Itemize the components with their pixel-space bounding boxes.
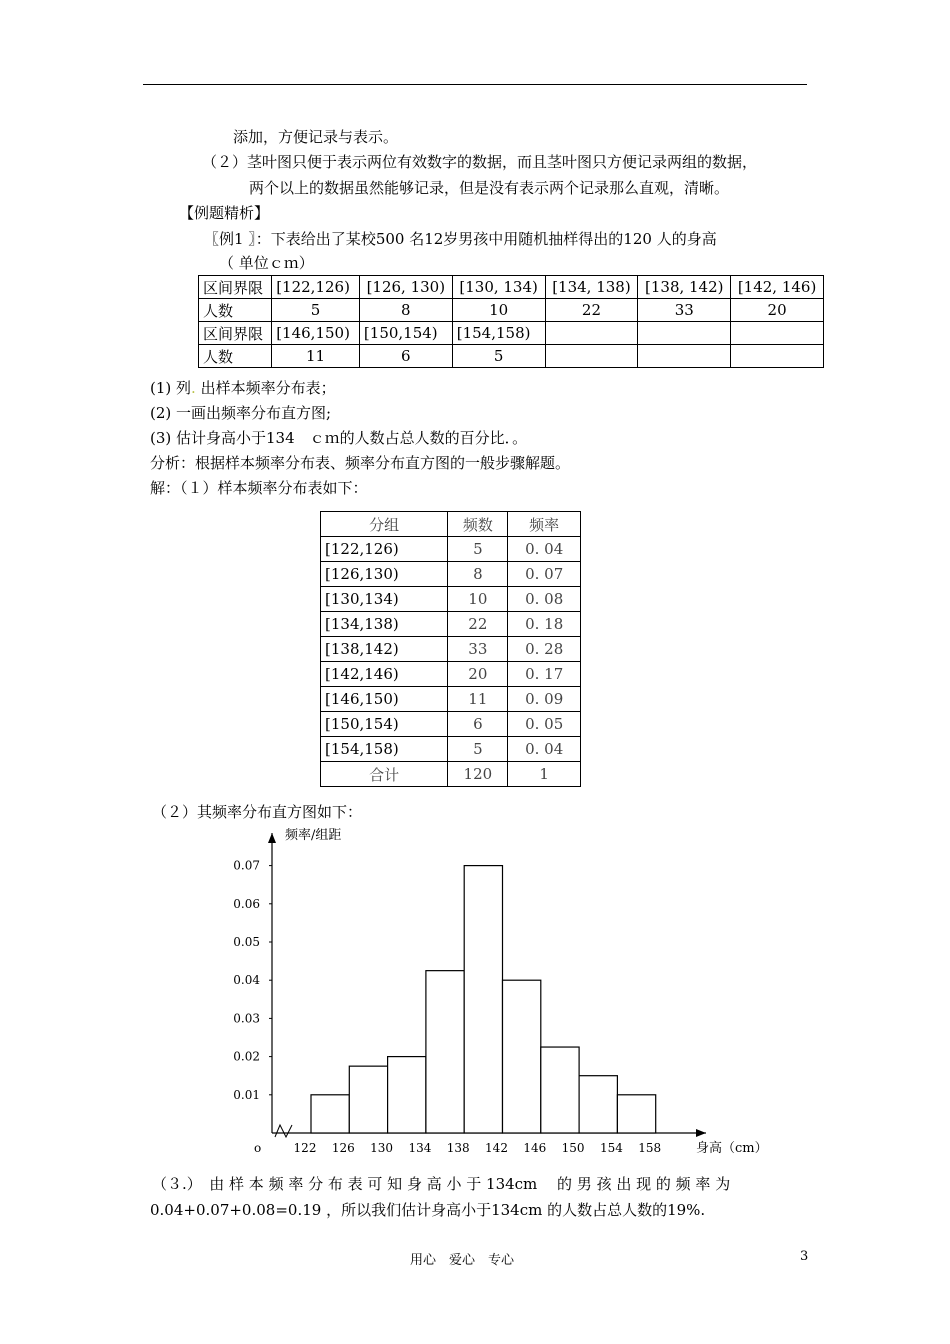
table-cell: 人数 — [199, 345, 272, 368]
table-cell: 1 — [508, 762, 581, 787]
table-cell: 6 — [359, 345, 452, 368]
histogram-bar — [464, 866, 502, 1133]
table-cell: 10 — [452, 299, 545, 322]
x-tick-label: 126 — [331, 1141, 355, 1155]
y-tick-label: 0.02 — [233, 1049, 260, 1064]
histogram-bar — [579, 1076, 617, 1133]
page-number: 3 — [800, 1249, 809, 1264]
table-cell: [122,126) — [272, 276, 360, 299]
histogram-bar — [349, 1066, 387, 1133]
table-cell: 合计 — [321, 762, 448, 787]
x-tick-label: 150 — [561, 1141, 585, 1155]
table-cell: [122,126) — [321, 537, 448, 562]
conclusion-line-2: 0.04+0.07+0.08=0.19 ，所以我们估计身高小于134cm 的人数占总人数的19%. — [150, 1201, 706, 1219]
y-tick-label: 0.04 — [233, 973, 260, 988]
table-cell: 区间界限 — [199, 322, 272, 345]
table-cell: 0. 04 — [508, 737, 581, 762]
table-cell: 11 — [448, 687, 508, 712]
section-title: 【例题精析】 — [179, 204, 270, 222]
question-1-part-a: (1) 列 — [150, 379, 192, 397]
intro-line-2: （２）茎叶图只便于表示两位有效数字的数据，而且茎叶图只方便记录两组的数据， — [202, 153, 758, 171]
table-cell: [134, 138) — [545, 276, 638, 299]
x-tick-label: 122 — [293, 1141, 317, 1155]
table-cell: 5 — [448, 537, 508, 562]
histogram-bar — [617, 1095, 655, 1133]
table-cell: 0. 28 — [508, 637, 581, 662]
table-cell: 8 — [448, 562, 508, 587]
histogram-bar — [503, 980, 541, 1133]
table-cell: [130,134) — [321, 587, 448, 612]
table-cell: 0. 04 — [508, 537, 581, 562]
table-cell: [126,130) — [321, 562, 448, 587]
example-line-1: 〖例1 〗：下表给出了某校500 名12岁男孩中用随机抽样得出的120 人的身高 — [204, 230, 717, 248]
table-cell: 8 — [359, 299, 452, 322]
x-axis-label: 身高（cm） — [696, 1141, 768, 1156]
table-header-cell: 分组 — [321, 512, 448, 537]
table-cell: 11 — [272, 345, 360, 368]
question-1-part-b: 出样本频率分布表； — [195, 379, 336, 397]
question-1-dot: . — [191, 379, 196, 397]
y-axis-arrow — [268, 833, 276, 843]
table-cell: 0. 17 — [508, 662, 581, 687]
table-cell: 5 — [448, 737, 508, 762]
y-tick-label: 0.06 — [233, 896, 260, 911]
table-cell: 区间界限 — [199, 276, 272, 299]
solution-text: 解：（１）样本频率分布表如下： — [150, 479, 368, 497]
analysis-text: 分析：根据样本频率分布表、频率分布直方图的一般步骤解题。 — [150, 454, 571, 472]
table-cell: 22 — [545, 299, 638, 322]
histogram-bar — [311, 1095, 349, 1133]
table-cell: [126, 130) — [359, 276, 452, 299]
table-cell: [146,150) — [321, 687, 448, 712]
y-tick-label: 0.01 — [233, 1087, 260, 1102]
table-header-cell: 频率 — [508, 512, 581, 537]
question-3: (3) 估计身高小于134 ｃｍ的人数占总人数的百分比．。 — [150, 429, 528, 447]
table-cell: [150,154) — [359, 322, 452, 345]
histogram-bar — [426, 971, 464, 1133]
x-tick-label: 154 — [599, 1141, 623, 1155]
x-tick-label: 158 — [638, 1141, 662, 1155]
y-tick-label: 0.03 — [233, 1011, 260, 1026]
intro-line-1: 添加，方便记录与表示。 — [233, 128, 399, 146]
table-cell: [138, 142) — [638, 276, 731, 299]
table-cell: 120 — [448, 762, 508, 787]
intro-line-3: 两个以上的数据虽然能够记录，但是没有表示两个记录那么直观，清晰。 — [249, 179, 730, 197]
histogram-bar — [388, 1057, 426, 1133]
example-line-2: （ 单位ｃｍ） — [219, 254, 314, 272]
table-cell: 0. 05 — [508, 712, 581, 737]
table-cell: 6 — [448, 712, 508, 737]
table-cell: 33 — [448, 637, 508, 662]
table-cell: 33 — [638, 299, 731, 322]
table-cell: 5 — [272, 299, 360, 322]
table-cell: [146,150) — [272, 322, 360, 345]
table-cell: [130, 134) — [452, 276, 545, 299]
table-cell: 10 — [448, 587, 508, 612]
y-tick-label: 0.05 — [233, 935, 260, 949]
table-cell: 0. 07 — [508, 562, 581, 587]
y-tick-label: 0.07 — [233, 858, 260, 873]
table-cell: 20 — [731, 299, 824, 322]
origin-label: o — [254, 1141, 262, 1155]
histogram-caption: （２）其频率分布直方图如下： — [152, 803, 363, 821]
table-cell: 0. 08 — [508, 587, 581, 612]
table-cell: [138,142) — [321, 637, 448, 662]
x-axis-arrow — [696, 1129, 706, 1137]
table-cell: 0. 18 — [508, 612, 581, 637]
table-cell: [154,158) — [452, 322, 545, 345]
table-cell: [150,154) — [321, 712, 448, 737]
histogram-bar — [541, 1047, 579, 1133]
table-cell: [142, 146) — [731, 276, 824, 299]
conclusion-line-1: （３.） 由 样 本 频 率 分 布 表 可 知 身 高 小 于 134cm 的 男 孩 出 现 的 频 率 为 — [152, 1175, 731, 1193]
footer-motto: 用心 爱心 专心 — [410, 1253, 515, 1268]
x-tick-label: 138 — [446, 1141, 470, 1155]
x-tick-label: 142 — [485, 1141, 508, 1155]
x-tick-label: 130 — [370, 1141, 394, 1155]
table-cell: [154,158) — [321, 737, 448, 762]
table-header-cell: 频数 — [448, 512, 508, 537]
table-cell: 22 — [448, 612, 508, 637]
x-tick-label: 146 — [523, 1141, 547, 1155]
table-cell: 0. 09 — [508, 687, 581, 712]
axis-break-mark — [275, 1125, 292, 1137]
table-cell: [142,146) — [321, 662, 448, 687]
y-axis-label: 频率/组距 — [285, 828, 342, 843]
table-cell: 人数 — [199, 299, 272, 322]
x-tick-label: 134 — [408, 1141, 432, 1155]
table-cell: [134,138) — [321, 612, 448, 637]
question-2: (2) 一画出频率分布直方图; — [150, 404, 332, 422]
table-cell: 5 — [452, 345, 545, 368]
table-cell: 20 — [448, 662, 508, 687]
